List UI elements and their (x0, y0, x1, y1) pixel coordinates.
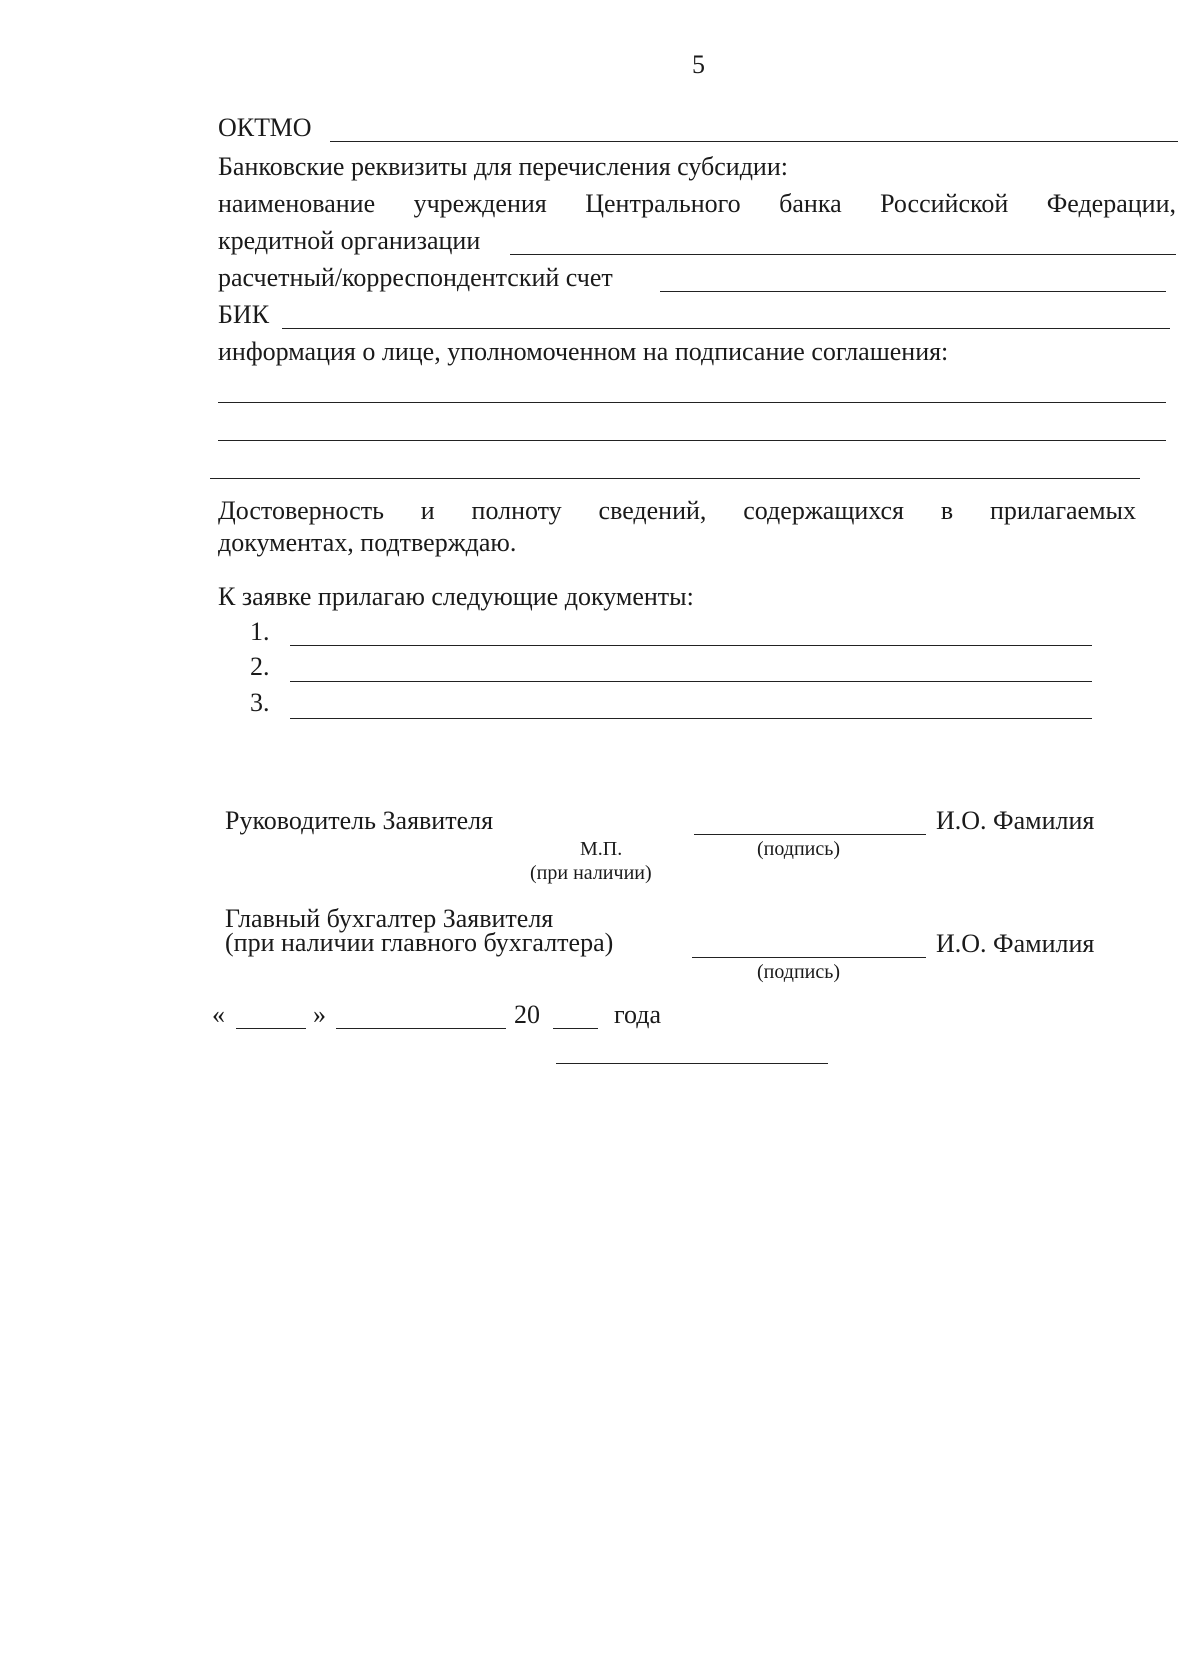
signatory-field-line-3[interactable] (210, 478, 1140, 479)
accountant-signature-caption: (подпись) (757, 961, 841, 983)
date-year-line[interactable] (553, 1028, 598, 1029)
signatory-info-label: информация о лице, уполномоченном на подписание соглашения: (218, 337, 949, 366)
bank-name-line1: наименование учреждения Центрального банка Российской Федерации, (218, 189, 1176, 218)
date-suffix: года (614, 1000, 662, 1029)
accountant-signature-line[interactable] (692, 957, 926, 958)
bank-name-line2: кредитной организации (218, 226, 481, 255)
head-signature-caption: (подпись) (757, 838, 841, 860)
page-number: 5 (692, 50, 705, 79)
oktmo-label: ОКТМО (218, 113, 312, 142)
attachment-field-line-3[interactable] (290, 718, 1092, 719)
date-close-quote: » (313, 1000, 326, 1029)
signatory-field-line-1[interactable] (218, 402, 1166, 403)
bank-details-heading: Банковские реквизиты для перечисления субсидии: (218, 152, 788, 181)
head-signature-line[interactable] (694, 834, 926, 835)
date-day-line[interactable] (236, 1028, 306, 1029)
date-open-quote: « (212, 1000, 225, 1029)
seal-note: (при наличии) (530, 862, 652, 884)
signatory-field-line-2[interactable] (218, 440, 1166, 441)
date-century: 20 (514, 1000, 540, 1029)
bottom-separator (556, 1063, 828, 1064)
accountant-label-line2: (при наличии главного бухгалтера) (225, 928, 614, 957)
head-label: Руководитель Заявителя (225, 806, 494, 835)
attachment-number: 3. (250, 688, 270, 717)
date-month-line[interactable] (336, 1028, 506, 1029)
certification-line1: Достоверность и полноту сведений, содержащихся в прилагаемых (218, 496, 1136, 525)
attachment-field-line-2[interactable] (290, 681, 1092, 682)
account-field-line[interactable] (660, 291, 1166, 292)
head-name: И.О. Фамилия (936, 806, 1095, 835)
attachment-number: 2. (250, 652, 270, 681)
account-label: расчетный/корреспондентский счет (218, 263, 613, 292)
accountant-name: И.О. Фамилия (936, 929, 1095, 958)
bank-name-field-line[interactable] (510, 254, 1176, 255)
bik-label: БИК (218, 300, 270, 329)
oktmo-field-line[interactable] (330, 141, 1178, 142)
seal-label: М.П. (580, 838, 623, 860)
bik-field-line[interactable] (282, 328, 1170, 329)
attachment-number: 1. (250, 617, 270, 646)
accountant-label-line1: Главный бухгалтер Заявителя (225, 904, 554, 933)
attachments-heading: К заявке прилагаю следующие документы: (218, 582, 694, 611)
certification-line2: документах, подтверждаю. (218, 528, 517, 557)
attachment-field-line-1[interactable] (290, 645, 1092, 646)
